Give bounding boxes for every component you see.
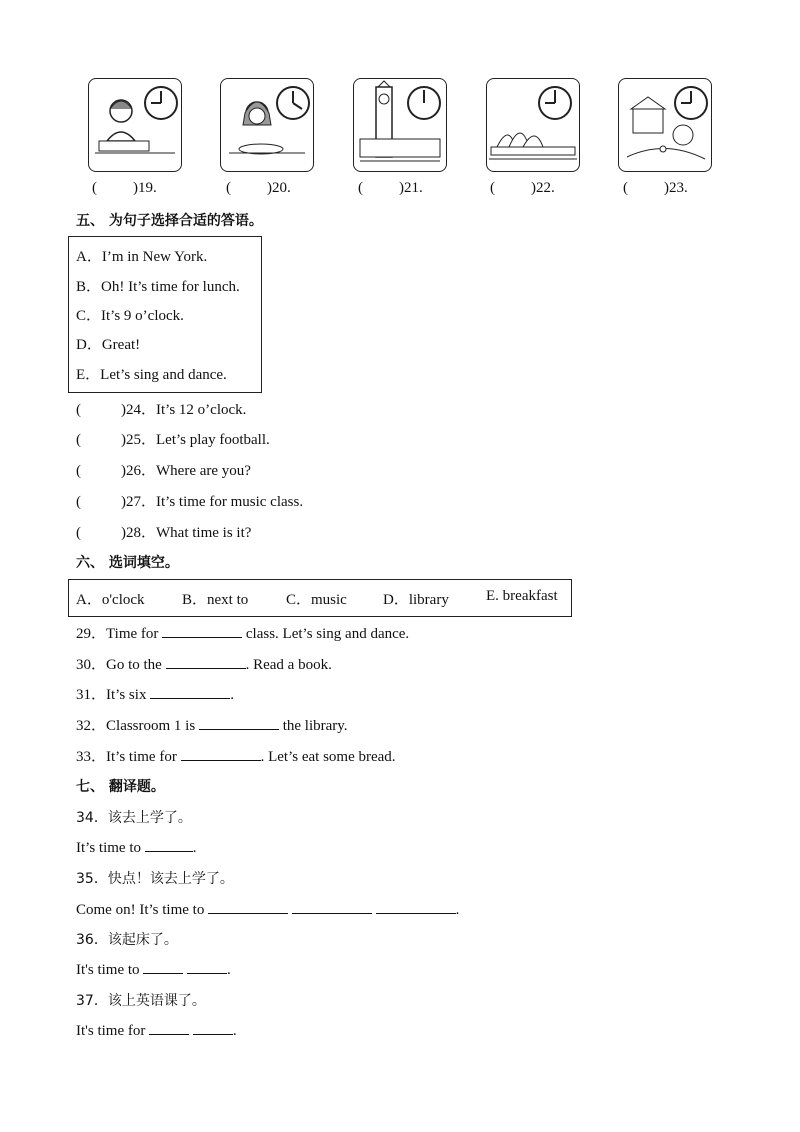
option-d: D．Great! — [76, 337, 141, 353]
picture-caption-20: ( )20. — [226, 180, 291, 196]
question-37-english: It's time for . — [76, 1020, 237, 1040]
school-park-clock-icon — [619, 79, 711, 171]
option-b: B．Oh! It’s time for lunch. — [76, 279, 240, 295]
answer-blank[interactable] — [145, 837, 193, 852]
question-28: ( )28．What time is it? — [76, 525, 252, 541]
word-option-c: C．music — [286, 592, 347, 608]
answer-blank[interactable] — [181, 746, 261, 761]
answer-blank[interactable] — [376, 899, 456, 914]
question-31: 31．It’s six . — [76, 683, 234, 704]
picture-23 — [618, 78, 712, 172]
picture-20 — [220, 78, 314, 172]
question-34-chinese: 34．该去上学了。 — [76, 810, 192, 826]
question-33: 33．It’s time for . Let’s eat some bread. — [76, 745, 396, 766]
answer-blank[interactable] — [208, 899, 288, 914]
question-25: ( )25．Let’s play football. — [76, 432, 270, 448]
question-29: 29．Time for class. Let’s sing and dance. — [76, 622, 409, 643]
answer-blank[interactable] — [187, 959, 227, 974]
question-24: ( )24．It’s 12 o’clock. — [76, 402, 247, 418]
question-35-chinese: 35．快点！该去上学了。 — [76, 871, 234, 887]
section-7-title: 七、 翻译题。 — [76, 779, 165, 795]
answer-blank[interactable] — [162, 623, 242, 638]
question-37-chinese: 37．该上英语课了。 — [76, 993, 206, 1009]
answer-blank[interactable] — [143, 959, 183, 974]
question-36-english: It's time to . — [76, 959, 231, 979]
question-36-chinese: 36．该起床了。 — [76, 932, 178, 948]
section-6-title: 六、 选词填空。 — [76, 555, 179, 571]
option-e: E．Let’s sing and dance. — [76, 367, 227, 383]
opera-house-clock-icon — [487, 79, 579, 171]
option-c: C．It’s 9 o’clock. — [76, 308, 184, 324]
word-option-b: B．next to — [182, 592, 249, 608]
question-30: 30．Go to the . Read a book. — [76, 653, 332, 674]
picture-caption-23: ( )23. — [623, 180, 688, 196]
section-5-title: 五、 为句子选择合适的答语。 — [76, 213, 263, 229]
picture-22 — [486, 78, 580, 172]
boy-reading-clock-icon — [89, 79, 181, 171]
big-ben-clock-icon — [354, 79, 446, 171]
word-option-a: A．o'clock — [76, 592, 145, 608]
answer-blank[interactable] — [150, 684, 230, 699]
question-34-english: It’s time to . — [76, 837, 197, 857]
answer-blank[interactable] — [193, 1020, 233, 1035]
word-option-d: D．library — [383, 592, 449, 608]
question-27: ( )27．It’s time for music class. — [76, 494, 304, 510]
answer-blank[interactable] — [292, 899, 372, 914]
picture-caption-21: ( )21. — [358, 180, 423, 196]
picture-caption-19: ( )19. — [92, 180, 157, 196]
option-a: A．I’m in New York. — [76, 249, 208, 265]
picture-19 — [88, 78, 182, 172]
picture-caption-22: ( )22. — [490, 180, 555, 196]
answer-blank[interactable] — [149, 1020, 189, 1035]
word-option-e: E. breakfast — [486, 588, 558, 604]
question-35-english: Come on! It’s time to . — [76, 899, 459, 919]
question-32: 32．Classroom 1 is the library. — [76, 714, 348, 735]
picture-21 — [353, 78, 447, 172]
question-26: ( )26．Where are you? — [76, 463, 251, 479]
answer-blank[interactable] — [199, 715, 279, 730]
girl-eating-clock-icon — [221, 79, 313, 171]
answer-blank[interactable] — [166, 654, 246, 669]
